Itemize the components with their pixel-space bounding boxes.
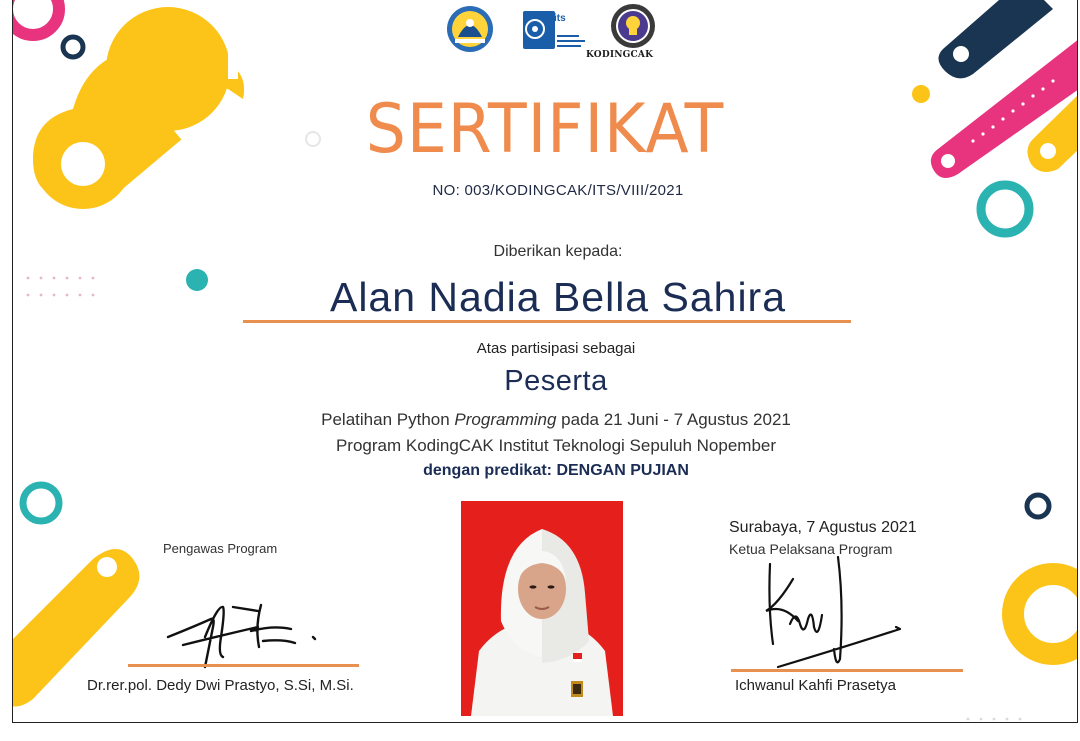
right-signature-drawing xyxy=(748,549,918,669)
given-to-label: Diberikan kepada: xyxy=(493,243,623,260)
training-suffix: pada 21 Juni - 7 Agustus 2021 xyxy=(556,410,791,429)
navy-ring-decoration xyxy=(63,37,83,57)
tut-wuri-handayani-emblem xyxy=(447,6,493,52)
right-signer-role: Ketua Pelaksana Program xyxy=(729,541,893,557)
predicate-line: dengan predikat: DENGAN PUJIAN xyxy=(423,462,689,479)
dot-grid-right-decoration xyxy=(967,718,1022,721)
recipient-name: Alan Nadia Bella Sahira xyxy=(329,274,787,320)
training-italic: Programming xyxy=(454,410,557,429)
yellow-ring-decoration xyxy=(1013,574,1078,654)
teal-ring-decoration xyxy=(23,485,59,521)
right-signer-name: Ichwanul Kahfi Prasetya xyxy=(735,677,896,694)
left-signer-role: Pengawas Program xyxy=(163,541,278,556)
navy-ring-right-decoration xyxy=(1027,495,1049,517)
left-signature-line xyxy=(128,664,359,667)
pink-ring-decoration xyxy=(13,0,59,35)
recipient-photo xyxy=(461,501,623,716)
name-underline xyxy=(243,320,851,323)
navy-capsule-decoration xyxy=(938,0,1053,78)
its-logo-text: its xyxy=(554,13,566,24)
training-prefix: Pelatihan Python xyxy=(321,410,455,429)
certificate-title: SERTIFIKAT xyxy=(365,90,725,169)
gear-bulb-logo xyxy=(611,4,655,48)
participation-label: Atas partisipasi sebagai xyxy=(476,340,636,357)
left-signer-name: Dr.rer.pol. Dedy Dwi Prastyo, S.Si, M.Si. xyxy=(87,677,354,694)
recipient-role: Peserta xyxy=(504,365,608,397)
left-signature-drawing xyxy=(163,597,323,672)
portrait-illustration xyxy=(461,501,623,716)
place-date: Surabaya, 7 Agustus 2021 xyxy=(729,519,917,536)
certificate-number: NO: 003/KODINGCAK/ITS/VIII/2021 xyxy=(432,182,684,199)
training-description xyxy=(13,410,1078,430)
kodingcak-label: KODINGCAK xyxy=(586,50,654,60)
certificate-frame xyxy=(12,0,1078,723)
program-line: Program KodingCAK Institut Teknologi Sepuluh Nopember xyxy=(335,436,777,455)
right-signature-line xyxy=(731,669,963,672)
